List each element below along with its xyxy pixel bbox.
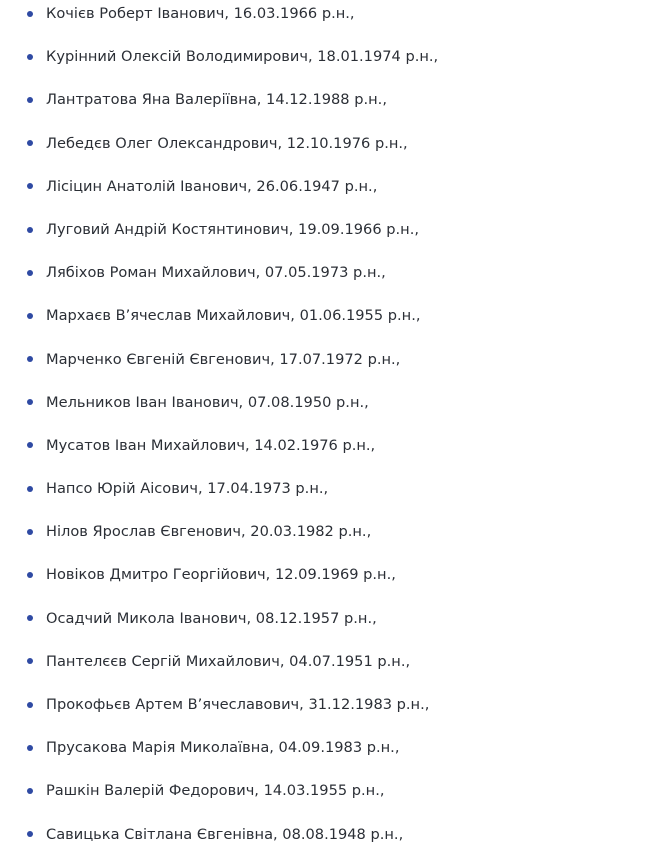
list-item-text: Мусатов Іван Михайлович, 14.02.1976 р.н.,: [46, 436, 376, 454]
bullet-icon: [27, 702, 33, 708]
bullet-icon: [27, 745, 33, 751]
list-item-text: Лантратова Яна Валеріївна, 14.12.1988 р.н.,: [46, 91, 387, 109]
bullet-icon: [27, 572, 33, 578]
bullet-icon: [27, 788, 33, 794]
list-item-text: Мархаєв В’ячеслав Михайлович, 01.06.1955 р.н.,: [46, 307, 421, 325]
list-item-text: Курінний Олексій Володимирович, 18.01.1974 р.н.,: [46, 48, 439, 66]
bullet-icon: [27, 140, 33, 146]
list-item: [0, 35, 661, 78]
list-item-text: Прокофьєв Артем В’ячеславович, 31.12.1983 р.н.,: [46, 696, 430, 713]
bullet-icon: [27, 831, 33, 837]
bullet-icon: [27, 658, 33, 664]
list-item-text: Осадчий Микола Іванович, 08.12.1957 р.н.,: [46, 609, 377, 627]
bullet-icon: [27, 97, 33, 103]
bullet-icon: [27, 54, 33, 60]
list-item: [0, 640, 661, 683]
list-item: [0, 467, 661, 510]
list-item-text: Лісіцин Анатолій Іванович, 26.06.1947 р.н.,: [46, 177, 378, 195]
list-item-text: Кочієв Роберт Іванович, 16.03.1966 р.н.,: [46, 5, 355, 22]
bullet-icon: [27, 356, 33, 362]
list-item: [0, 78, 661, 121]
list-item-text: Нілов Ярослав Євгенович, 20.03.1982 р.н.,: [46, 523, 372, 541]
list-item-text: Луговий Андрій Костянтинович, 19.09.1966 р.н.,: [46, 220, 419, 238]
bullet-icon: [27, 183, 33, 189]
bullet-icon: [27, 399, 33, 405]
list-item-text: Прусакова Марія Миколаївна, 04.09.1983 р.н.,: [46, 739, 400, 757]
list-item: [0, 769, 661, 812]
bullet-icon: [27, 227, 33, 233]
list-item: [0, 122, 661, 165]
list-item-text: Марченко Євгеній Євгенович, 17.07.1972 р.н.,: [46, 350, 401, 368]
bullet-icon: [27, 442, 33, 448]
bullet-icon: [27, 270, 33, 276]
list-item: [0, 813, 661, 856]
list-item: [0, 251, 661, 294]
list-item-text: Новіков Дмитро Георгійович, 12.09.1969 р.н.,: [46, 566, 396, 584]
bullet-icon: [27, 486, 33, 492]
bullet-icon: [27, 313, 33, 319]
list-item: [0, 165, 661, 208]
list-item-text: Пантелєєв Сергій Михайлович, 04.07.1951 р.н.,: [46, 652, 411, 670]
list-item: [0, 726, 661, 769]
list-item: [0, 553, 661, 596]
list-item: [0, 338, 661, 381]
list-item: [0, 424, 661, 467]
bullet-icon: [27, 11, 33, 17]
list-item-text: Мельников Іван Іванович, 07.08.1950 р.н.,: [46, 393, 369, 411]
list-item: [0, 510, 661, 553]
list-item: [0, 0, 661, 35]
list-item: [0, 683, 661, 726]
list-item-text: Рашкін Валерій Федорович, 14.03.1955 р.н.,: [46, 782, 385, 800]
list-item-text: Савицька Світлана Євгенівна, 08.08.1948 р.н.,: [46, 825, 404, 843]
list-item: [0, 208, 661, 251]
list-item-text: Лябіхов Роман Михайлович, 07.05.1973 р.н.,: [46, 264, 386, 282]
list-item: [0, 597, 661, 640]
bullet-icon: [27, 529, 33, 535]
list-item-text: Напсо Юрій Аісович, 17.04.1973 р.н.,: [46, 480, 329, 498]
list-item-text: Лебедєв Олег Олександрович, 12.10.1976 р.н.,: [46, 134, 408, 152]
list-item: [0, 381, 661, 424]
list-item: [0, 294, 661, 337]
bullet-icon: [27, 615, 33, 621]
